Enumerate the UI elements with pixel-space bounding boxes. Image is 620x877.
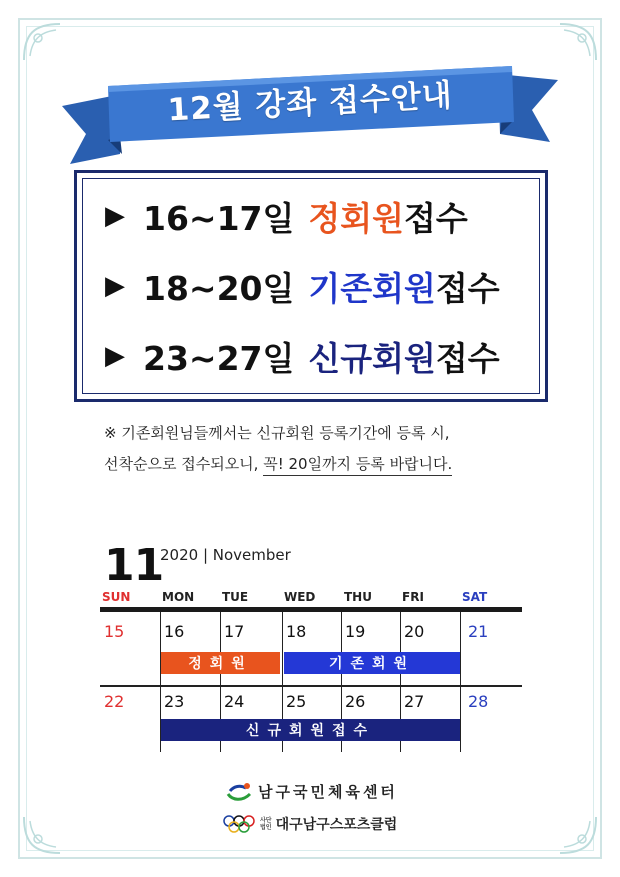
weekday-mon: MON (162, 590, 195, 604)
date-cell: 25 (286, 692, 307, 711)
footer-org1-name: 남구국민체육센터 (258, 783, 398, 801)
date-cell: 18 (286, 622, 307, 641)
date-cell: 20 (404, 622, 425, 641)
date-cell: 26 (345, 692, 366, 711)
grid-line (100, 685, 522, 687)
calendar-header-rule (100, 607, 522, 612)
corner-ornament-icon (20, 20, 68, 68)
date-cell: 22 (104, 692, 125, 711)
title-ribbon (62, 60, 558, 170)
notice (104, 418, 544, 480)
weekday-fri: FRI (402, 590, 424, 604)
corner-ornament-icon (552, 20, 600, 68)
schedule-row (105, 331, 500, 381)
existing-member-bar: 기존회원 (284, 652, 460, 674)
sports-center-logo-icon (226, 782, 252, 802)
schedule-dates: 18~20일 (143, 268, 295, 308)
footer-org1 (226, 781, 398, 802)
schedule-suffix: 접수 (435, 268, 500, 308)
notice-line1: ※ 기존회원님들께서는 신규회원 등록기간에 등록 시, (104, 424, 450, 442)
org-type-tag: 사단 법인 (260, 817, 272, 831)
schedule-highlight: 정회원 (308, 198, 405, 238)
date-cell: 28 (468, 692, 489, 711)
footer-org2 (222, 814, 397, 834)
schedule-suffix: 접수 (435, 338, 500, 378)
grid-line (460, 612, 461, 752)
date-cell: 16 (164, 622, 185, 641)
schedule-box (74, 170, 548, 402)
regular-member-bar: 정회원 (161, 652, 280, 674)
olympic-rings-icon (222, 814, 256, 834)
date-cell: 23 (164, 692, 185, 711)
footer-org2-name: 대구남구스포츠클럽 (275, 817, 398, 833)
new-member-bar: 신규회원접수 (161, 719, 460, 741)
date-cell: 17 (224, 622, 245, 641)
date-cell: 21 (468, 622, 489, 641)
weekday-thu: THU (344, 590, 372, 604)
schedule-dates: 16~17일 (143, 198, 295, 238)
weekday-wed: WED (284, 590, 316, 604)
date-cell: 27 (404, 692, 425, 711)
weekday-sun: SUN (102, 590, 131, 604)
play-triangle-icon: ▶ (105, 201, 125, 231)
schedule-highlight: 신규회원 (308, 338, 436, 378)
notice-line2-prefix: 선착순으로 접수되오니, (104, 455, 264, 473)
date-cell: 15 (104, 622, 125, 641)
weekday-tue: TUE (222, 590, 249, 604)
notice-line2 (104, 449, 544, 480)
weekday-sat: SAT (462, 590, 488, 604)
corner-ornament-icon (20, 809, 68, 857)
schedule-row (105, 261, 500, 311)
schedule-suffix: 접수 (404, 198, 468, 238)
corner-ornament-icon (552, 809, 600, 857)
schedule-dates: 23~27일 (143, 338, 295, 378)
notice-deadline: 꼭! 20일까지 등록 바랍니다. (263, 455, 452, 476)
play-triangle-icon: ▶ (105, 271, 125, 301)
date-cell: 19 (345, 622, 366, 641)
calendar-month-number: 11 (104, 540, 164, 591)
play-triangle-icon: ▶ (105, 341, 125, 371)
schedule-highlight: 기존회원 (308, 268, 436, 308)
poster-title: 12월 강좌 접수안내 (166, 77, 454, 128)
calendar-year-month: 2020 | November (160, 546, 291, 564)
date-cell: 24 (224, 692, 245, 711)
schedule-row (105, 191, 468, 241)
